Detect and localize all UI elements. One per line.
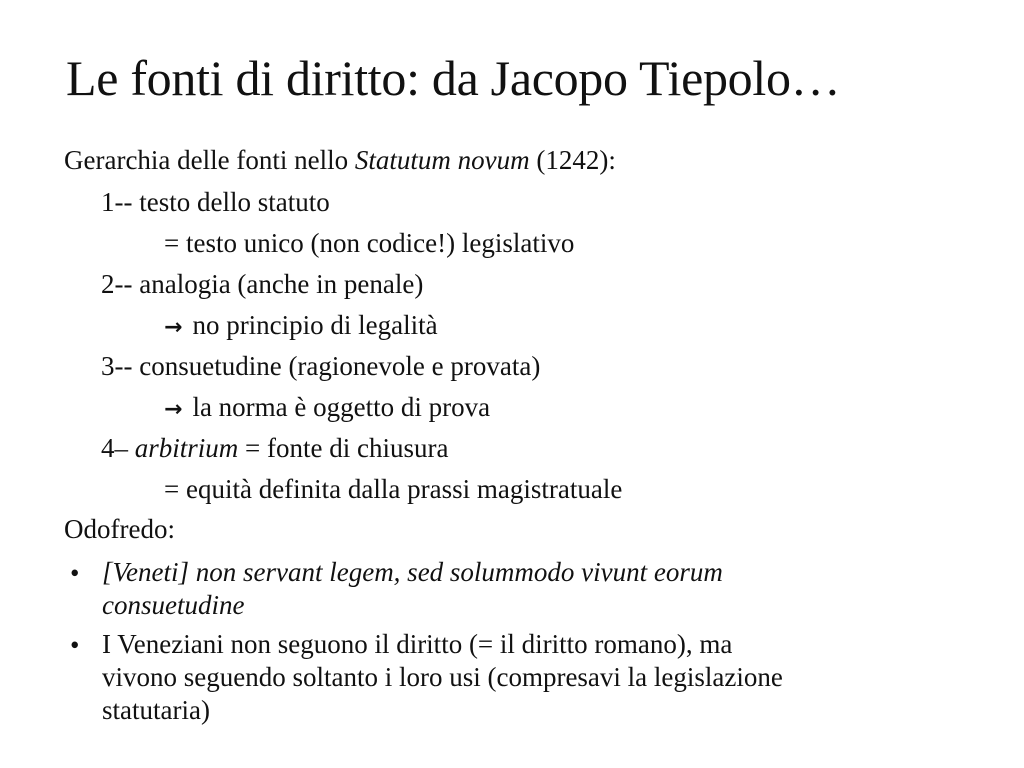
bullet-2-line-3: statutaria)	[102, 695, 210, 725]
hierarchy-sub-3-text: la norma è oggetto di prova	[192, 392, 491, 422]
hierarchy-item-3: 3-- consuetudine (ragionevole e provata)	[101, 351, 541, 381]
right-arrow-icon: →	[164, 397, 183, 422]
hierarchy-sub-2-text: no principio di legalità	[192, 310, 438, 340]
hierarchy-sub-2	[164, 308, 438, 345]
slide-title: Le fonti di diritto: da Jacopo Tiepolo…	[66, 50, 841, 106]
bullet-1-line-1	[102, 556, 723, 589]
hierarchy-item-1: 1-- testo dello statuto	[101, 187, 330, 217]
bullet-1-text: [Veneti] non servant legem, sed solummodo vivunt eorum	[102, 557, 723, 587]
hierarchy-item-4-italic: arbitrium	[134, 433, 239, 463]
right-arrow-icon: →	[164, 315, 183, 340]
hierarchy-sub-1: = testo unico (non codice!) legislativo	[164, 228, 575, 258]
hierarchy-item-4	[101, 431, 448, 465]
hierarchy-item-2: 2-- analogia (anche in penale)	[101, 269, 424, 299]
intro-text: Gerarchia delle fonti nello	[64, 145, 355, 175]
hierarchy-item-4-prefix: 4–	[101, 433, 135, 463]
hierarchy-sub-3	[164, 390, 490, 427]
intro-line	[64, 143, 616, 177]
bullet-dot: •	[70, 558, 80, 588]
intro-year: (1242):	[529, 145, 616, 175]
bullet-dot: •	[70, 630, 80, 660]
bullet-2-line-2: vivono seguendo soltanto i loro usi (compresavi la legislazione	[102, 662, 783, 692]
bullet-1-line-2	[102, 589, 244, 622]
bullet-1-text: consuetudine	[102, 590, 245, 620]
hierarchy-sub-4: = equità definita dalla prassi magistratuale	[164, 474, 623, 504]
hierarchy-item-4-suffix: = fonte di chiusura	[238, 433, 449, 463]
bullet-2-line-1: I Veneziani non seguono il diritto (= il diritto romano), ma	[102, 629, 733, 659]
odofredo-label: Odofredo:	[64, 514, 175, 544]
intro-italic: Statutum novum	[354, 145, 530, 175]
